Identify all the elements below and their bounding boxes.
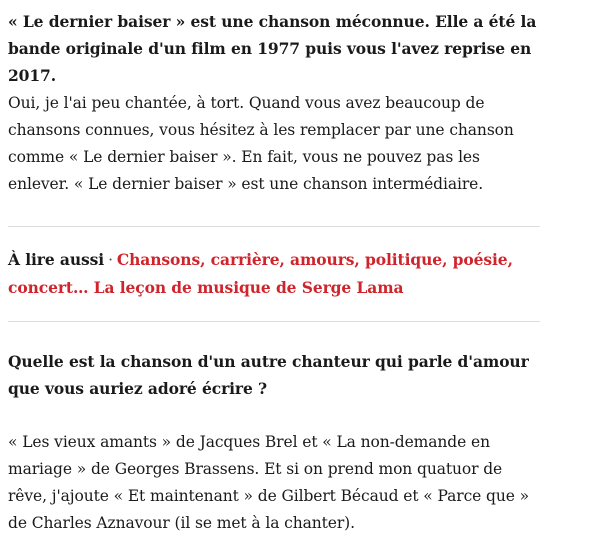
interview-answer: Oui, je l'ai peu chantée, à tort. Quand vous avez beaucoup de chansons connues, vous hésitez à les remplacer par une chanson comme « Le dernier baiser ». En fait, vous ne pouvez pas les enlever. « Le dernier baiser » est une chanson intermédiaire. (8, 94, 514, 193)
related-kicker: À lire aussi (8, 250, 105, 269)
interview-question: « Le dernier baiser » est une chanson méconnue. Elle a été la bande originale d'un film en 1977 puis vous l'avez reprise en 2017. (8, 12, 537, 85)
separator-dot: · (108, 251, 113, 269)
interview-answer: « Les vieux amants » de Jacques Brel et « La non-demande en mariage » de Georges Brassens. Et si on prend mon quatuor de rêve, j'ajoute « Et maintenant » de Gilbert Bécaud et « Parce que » de Charles Aznavour (il se met à la chanter). (8, 433, 530, 532)
related-article (8, 246, 540, 302)
interview-question: Quelle est la chanson d'un autre chanteur qui parle d'amour que vous auriez adoré écrire ? (8, 352, 529, 398)
divider (8, 321, 540, 322)
divider (8, 226, 540, 227)
related-article-link[interactable]: Chansons, carrière, amours, politique, poésie, concert… La leçon de musique de Serge Lama (8, 250, 513, 297)
